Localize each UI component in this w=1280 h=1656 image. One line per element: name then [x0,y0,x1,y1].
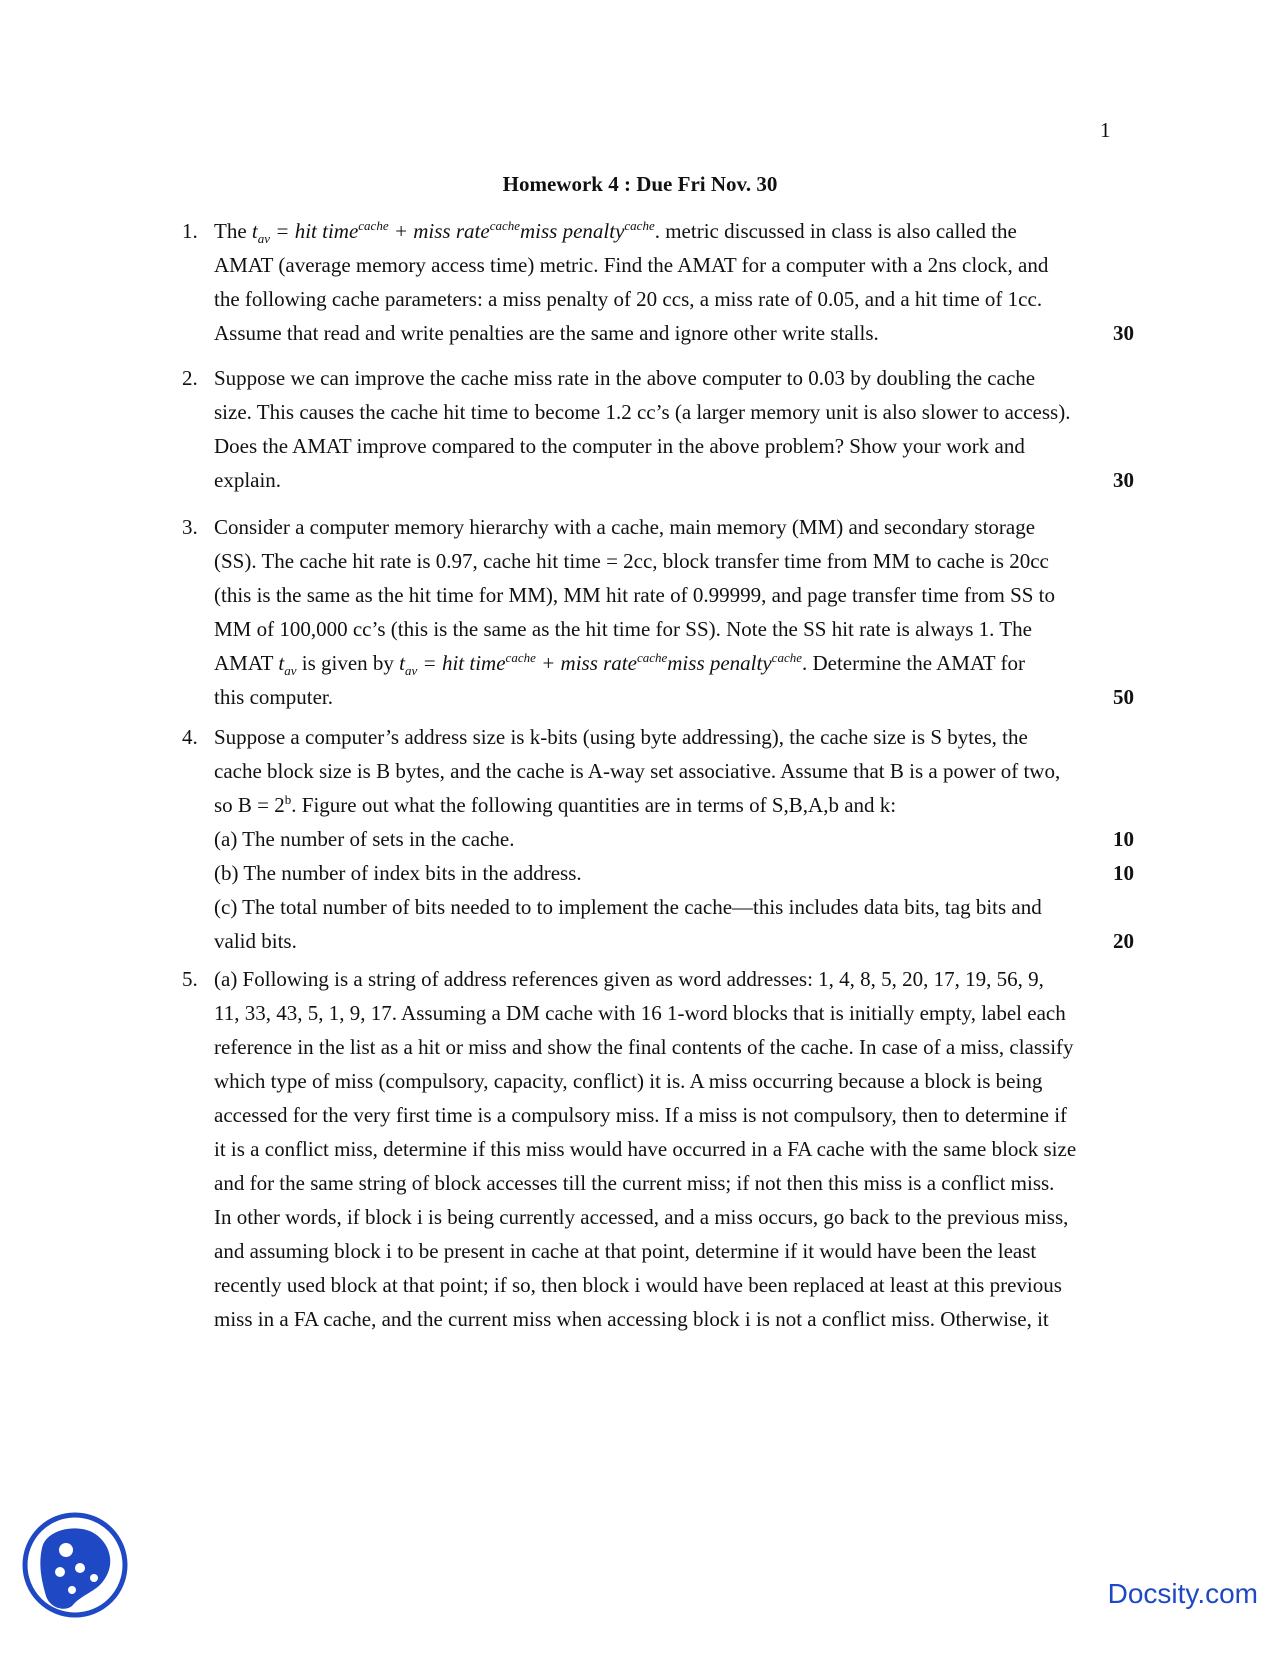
problem-line: explain. 30 [214,463,1134,497]
problem-line: reference in the list as a hit or miss and show the final contents of the cache. In case of a miss, classify [214,1035,1074,1059]
page-number: 1 [1100,118,1111,142]
points: 30 [1113,321,1134,345]
problem-number: 1. [182,219,198,243]
problem-line: Assume that read and write penalties are the same and ignore other write stalls. 30 [214,316,1134,350]
problem-line: so $B = 2^b$. Figure out what the following quantities are in terms of S,B,A,b and k: [214,792,897,817]
subquestion-c-cont: valid bits. 20 [214,924,1134,958]
docsity-brand-link[interactable]: Docsity.com [1107,1578,1258,1609]
page-title: Homework 4 : Due Fri Nov. 30 [502,172,778,196]
problem-number: 4. [182,725,198,749]
problem-line: The $t_{av}$ = hit time$^{cache}$ + miss rate$^{cache}$miss penalty$^{cache}$. metric discussed in class is also called the [214,218,1017,247]
problem-line: (a) Following is a string of address references given as word addresses: 1, 4, 8, 5, 20, 17, 19, 56, 9, [214,967,1044,991]
formula: $t_{av}$ = hit time$^{cache}$ + miss rate$^{cache}$miss penalty$^{cache}$ [251,218,655,247]
points: 10 [1113,827,1134,851]
problem-line: and assuming block i to be present in cache at that point, determine if it would have been the least [214,1239,1037,1263]
problem-line: Consider a computer memory hierarchy with a cache, main memory (MM) and secondary storage [214,515,1036,539]
subquestion-c: (c) The total number of bits needed to to implement the cache—this includes data bits, tag bits and [214,895,1042,919]
problem-number: 2. [182,366,198,390]
problem-line: cache block size is B bytes, and the cache is A-way set associative. Assume that B is a power of two, [214,759,1061,783]
problem-5 [182,962,1134,1336]
problem-2 [182,361,1134,497]
problem-line: which type of miss (compulsory, capacity, conflict) it is. A miss occurring because a block is being [214,1069,1043,1093]
problem-line: it is a conflict miss, determine if this miss would have occurred in a FA cache with the same block size [214,1137,1077,1161]
points: 30 [1113,468,1134,492]
problem-line: Suppose we can improve the cache miss rate in the above computer to 0.03 by doubling the cache [214,366,1036,390]
docsity-logo-icon[interactable] [20,1510,130,1620]
points: 50 [1113,685,1134,709]
problem-line: the following cache parameters: a miss penalty of 20 ccs, a miss rate of 0.05, and a hit time of 1cc. [214,287,1043,311]
problem-line: 11, 33, 43, 5, 1, 9, 17. Assuming a DM cache with 16 1-word blocks that is initially empty, label each [214,1001,1066,1025]
problem-line: MM of 100,000 cc’s (this is the same as the hit time for SS). Note the SS hit rate is always 1. The [214,617,1032,641]
problem-line: (SS). The cache hit rate is 0.97, cache hit time = 2cc, block transfer time from MM to cache is 20cc [214,549,1049,573]
problem-line: miss in a FA cache, and the current miss when accessing block i is not a conflict miss. Otherwise, it [214,1307,1049,1331]
problem-line: recently used block at that point; if so, then block i would have been replaced at least at this previous [214,1273,1062,1297]
subquestion-a: (a) The number of sets in the cache. 10 [214,822,1134,856]
problem-line: accessed for the very first time is a compulsory miss. If a miss is not compulsory, then to determine if [214,1103,1068,1127]
formula: $t_{av}$ = hit time$^{cache}$ + miss rate$^{cache}$miss penalty$^{cache}$ [399,650,802,679]
problem-line: Does the AMAT improve compared to the computer in the above problem? Show your work and [214,434,1025,458]
problem-3 [182,510,1134,714]
points: 20 [1113,929,1134,953]
problem-line: this computer. 50 [214,680,1134,714]
problem-line: (this is the same as the hit time for MM), MM hit rate of 0.99999, and page transfer time from SS to [214,583,1056,607]
problem-line: size. This causes the cache hit time to become 1.2 cc’s (a larger memory unit is also slower to access). [214,400,1071,424]
problem-1 [182,214,1134,350]
subquestion-b: (b) The number of index bits in the address. 10 [214,856,1134,890]
problem-line: AMAT (average memory access time) metric. Find the AMAT for a computer with a 2ns clock, and [214,253,1049,277]
problem-line: In other words, if block i is being currently accessed, and a miss occurs, go back to the previous miss, [214,1205,1069,1229]
problem-number: 5. [182,967,198,991]
points: 10 [1113,861,1134,885]
problem-number: 3. [182,515,198,539]
problem-4 [182,720,1134,958]
problem-line: and for the same string of block accesses till the current miss; if not then this miss is a conflict miss. [214,1171,1055,1195]
problem-line: Suppose a computer’s address size is k-bits (using byte addressing), the cache size is S bytes, the [214,725,1028,749]
formula-tav: $t_{av}$ [278,651,297,679]
problem-line: AMAT $t_{av}$ is given by $t_{av}$ = hit time$^{cache}$ + miss rate$^{cache}$miss penalty$^{cache}$. Determine the AMAT for [214,650,1025,679]
